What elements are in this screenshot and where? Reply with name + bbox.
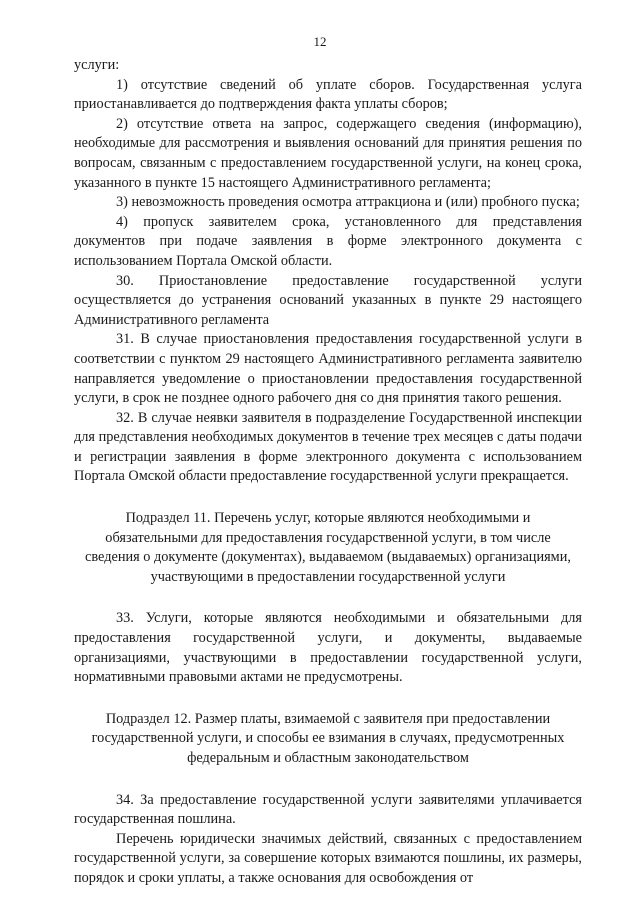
paragraph-continuation: услуги: xyxy=(74,57,120,73)
list-item-3: 3) невозможность проведения осмотра аттракциона и (или) пробного пуска; xyxy=(116,194,580,211)
page-number: 12 xyxy=(313,34,327,49)
paragraph-30: 30. Приостановление предоставление государственной услуги осуществляется до устранения оснований указанных в пункте 29 настоящего Административного регламента xyxy=(74,272,582,328)
paragraph-31: 31. В случае приостановления предоставления государственной услуги в соответствии с пунктом 29 настоящего Административного регламента заявителю направляется уведомление о приостановлении предоставления государственной услуги, в срок не позднее одного рабочего дня со дня принятия такого решения. xyxy=(74,331,582,407)
document-body xyxy=(74,56,582,889)
subsection-11-heading: Подраздел 11. Перечень услуг, которые являются необходимыми и обязательными для предоставления государственной услуги, в том числе сведения о документе (документах), выдаваемом (выдаваемых) организациями, участвующими в предоставлении государственной услуги xyxy=(85,510,571,585)
paragraph-33: 33. Услуги, которые являются необходимыми и обязательными для предоставления государственной услуги, и документы, выдаваемые организациями, участвующими в предоставлении государственной услуги, нормативными правовыми актами не предусмотрены. xyxy=(74,610,582,686)
subsection-12-heading: Подраздел 12. Размер платы, взимаемой с заявителя при предоставлении государственной услуги, и способы ее взимания в случаях, предусмотренных федеральным и областным законодательством xyxy=(91,710,565,766)
list-item-4: 4) пропуск заявителем срока, установленного для представления документов при подаче заявления в форме электронного документа с использованием Портала Омской области. xyxy=(74,213,582,269)
list-item-1: 1) отсутствие сведений об уплате сборов. Государственная услуга приостанавливается до подтверждения факта уплаты сборов; xyxy=(74,76,582,113)
paragraph-32: 32. В случае неявки заявителя в подразделение Государственной инспекции для представления необходимых документов в течение трех месяцев с даты подачи и регистрации заявления в форме электронного документа с использованием Портала Омской области предоставление государственной услуги прекращается. xyxy=(74,409,582,485)
list-item-2: 2) отсутствие ответа на запрос, содержащего сведения (информацию), необходимые для рассмотрения и выявления оснований для принятия решения по вопросам, связанным с предоставлением государственной услуги, на конец срока, указанного в пункте 15 настоящего Административного регламента; xyxy=(74,115,582,191)
paragraph-fees-list: Перечень юридически значимых действий, связанных с предоставлением государственной услуги, за совершение которых взимаются пошлины, их размеры, порядок и сроки уплаты, а также основания для освобождения от xyxy=(74,830,582,886)
paragraph-34: 34. За предоставление государственной услуги заявителями уплачивается государственная пошлина. xyxy=(74,791,582,828)
